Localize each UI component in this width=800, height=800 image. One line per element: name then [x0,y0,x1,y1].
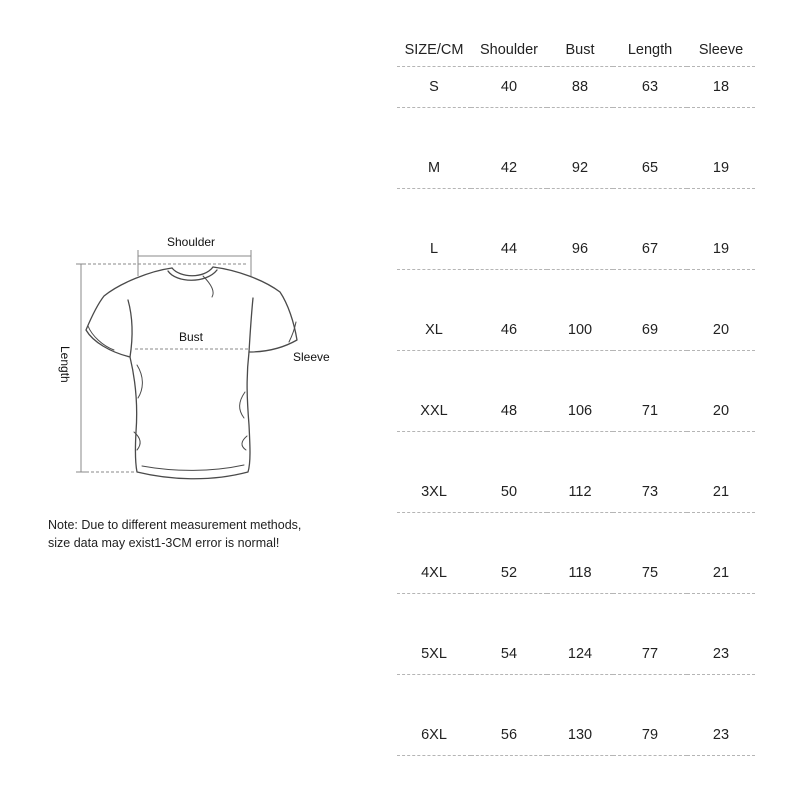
cell-size: 6XL [397,715,471,756]
header-size: SIZE/CM [397,33,471,67]
cell-size: 5XL [397,634,471,675]
cell-size: XXL [397,391,471,432]
size-row-l [397,229,755,270]
cell-bust: 106 [547,391,613,432]
size-row-6xl [397,715,755,756]
cell-bust: 124 [547,634,613,675]
cell-sleeve: 19 [687,148,755,189]
size-row-xl [397,310,755,351]
cell-shoulder: 44 [471,229,547,270]
size-row-m [397,148,755,189]
cell-size: 3XL [397,472,471,513]
cell-sleeve: 20 [687,391,755,432]
cell-bust: 130 [547,715,613,756]
cell-bust: 88 [547,67,613,108]
cell-sleeve: 21 [687,472,755,513]
size-chart-header-row [397,33,755,67]
cell-bust: 92 [547,148,613,189]
cell-sleeve: 18 [687,67,755,108]
note-line-1: Note: Due to different measurement methods, [48,518,302,532]
cell-sleeve: 19 [687,229,755,270]
cell-length: 73 [613,472,687,513]
header-bust: Bust [547,33,613,67]
row-spacer [397,513,755,554]
cell-shoulder: 50 [471,472,547,513]
cell-length: 69 [613,310,687,351]
header-length: Length [613,33,687,67]
note-line-2: size data may exist1-3CM error is normal! [48,536,280,550]
cell-size: M [397,148,471,189]
size-chart-table [397,33,755,756]
cell-bust: 112 [547,472,613,513]
size-row-3xl [397,472,755,513]
row-spacer [397,270,755,311]
cell-size: S [397,67,471,108]
size-row-4xl [397,553,755,594]
row-spacer [397,108,755,149]
measurement-lines [76,250,251,472]
cell-shoulder: 42 [471,148,547,189]
cell-bust: 96 [547,229,613,270]
cell-length: 79 [613,715,687,756]
header-sleeve: Sleeve [687,33,755,67]
row-spacer [397,351,755,392]
cell-sleeve: 21 [687,553,755,594]
cell-shoulder: 46 [471,310,547,351]
row-spacer [397,675,755,716]
header-shoulder: Shoulder [471,33,547,67]
row-spacer [397,432,755,473]
cell-shoulder: 48 [471,391,547,432]
length-label: Length [58,346,72,383]
cell-sleeve: 20 [687,310,755,351]
cell-bust: 100 [547,310,613,351]
size-row-5xl [397,634,755,675]
cell-length: 65 [613,148,687,189]
cell-length: 63 [613,67,687,108]
cell-size: XL [397,310,471,351]
cell-size: L [397,229,471,270]
cell-length: 71 [613,391,687,432]
cell-sleeve: 23 [687,634,755,675]
cell-sleeve: 23 [687,715,755,756]
measurement-note [48,516,368,552]
size-row-xxl [397,391,755,432]
cell-length: 77 [613,634,687,675]
cell-shoulder: 54 [471,634,547,675]
bust-label: Bust [179,330,204,344]
cell-shoulder: 56 [471,715,547,756]
cell-bust: 118 [547,553,613,594]
cell-length: 75 [613,553,687,594]
cell-shoulder: 40 [471,67,547,108]
row-spacer [397,594,755,635]
row-spacer [397,189,755,230]
cell-size: 4XL [397,553,471,594]
cell-length: 67 [613,229,687,270]
shoulder-label: Shoulder [167,235,216,249]
tshirt-outline [86,267,297,479]
size-row-s [397,67,755,108]
sleeve-label: Sleeve [293,350,330,364]
cell-shoulder: 52 [471,553,547,594]
